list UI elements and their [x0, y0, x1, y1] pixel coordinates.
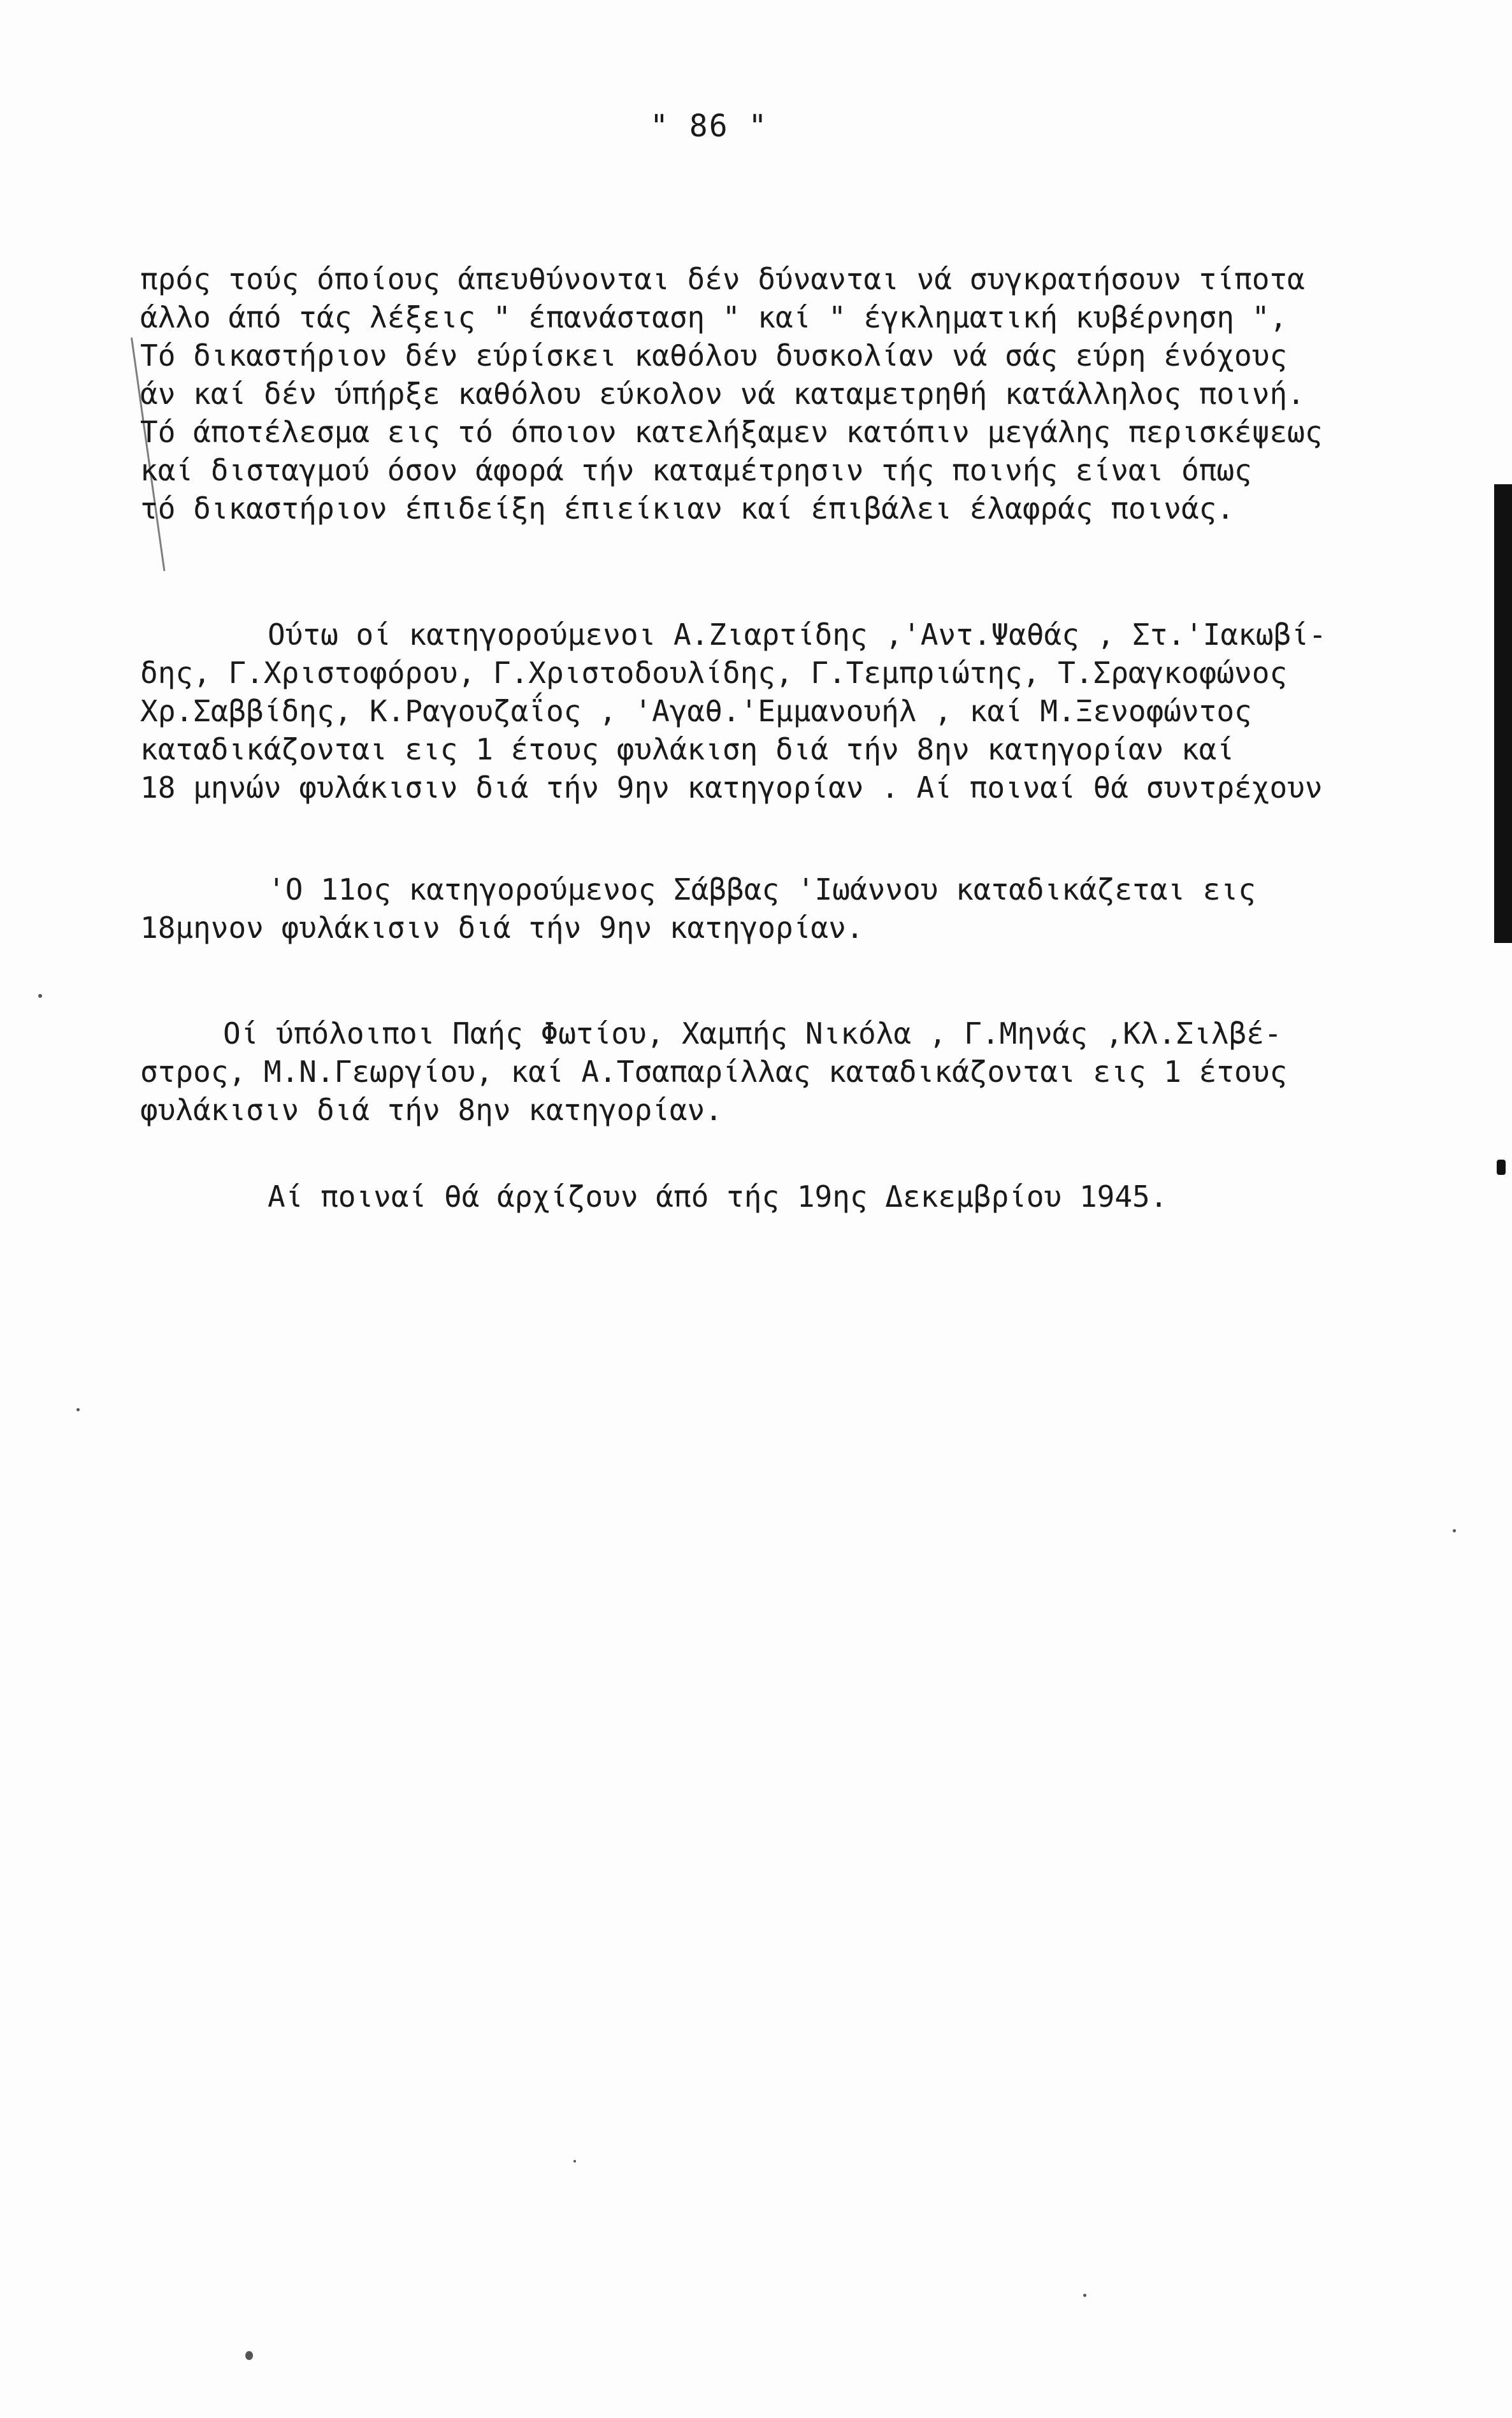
text-line: Τό δικαστήριον δέν εύρίσκει καθόλου δυσκολίαν νά σάς εύρη ένόχους [140, 338, 1288, 373]
text-line: 'Ο 11ος κατηγορούμενος Σάββας 'Ιωάννου καταδικάζεται εις [268, 872, 1256, 907]
scan-speck [38, 994, 42, 998]
text-line: Αί ποιναί θά άρχίζουν άπό τής 19ης Δεκεμβρίου 1945. [268, 1179, 1168, 1214]
scan-speck [573, 2160, 576, 2163]
scan-edge-shadow [1494, 484, 1512, 943]
text-line: τό δικαστήριον έπιδείξη έπιείκιαν καί έπιβάλει έλαφράς ποινάς. [140, 491, 1235, 526]
scan-speck [76, 1408, 80, 1411]
scan-speck [1083, 2294, 1086, 2297]
scan-edge-mark [1497, 1160, 1506, 1175]
text-line: στρος, Μ.Ν.Γεωργίου, καί Α.Τσαπαρίλλας καταδικάζονται εις 1 έτους [140, 1054, 1288, 1089]
text-line: Οί ύπόλοιποι Παής Φωτίου, Χαμπής Νικόλα , Γ.Μηνάς ,Κλ.Σιλβέ- [223, 1016, 1282, 1051]
scan-speck [245, 2351, 253, 2360]
text-line: άν καί δέν ύπήρξε καθόλου εύκολον νά καταμετρηθή κατάλληλος ποινή. [140, 377, 1305, 411]
paragraph-4 [140, 1014, 1465, 1129]
text-line: 18μηνον φυλάκισιν διά τήν 9ην κατηγορίαν. [140, 910, 864, 945]
scan-speck [1453, 1529, 1456, 1532]
text-line: Τό άποτέλεσμα εις τό όποιον κατελήξαμεν κατόπιν μεγάλης περισκέψεως [140, 415, 1323, 449]
text-line: δης, Γ.Χριστοφόρου, Γ.Χριστοδουλίδης, Γ.Τεμπριώτης, Τ.Σραγκοφώνος [140, 656, 1288, 690]
text-line: 18 μηνών φυλάκισιν διά τήν 9ην κατηγορίαν . Αί ποιναί θά συντρέχουν [140, 770, 1323, 805]
paragraph-2 [140, 615, 1465, 807]
text-line: Χρ.Σαββίδης, Κ.Ραγουζαΐος , 'Αγαθ.'Εμμανουήλ , καί Μ.Ξενοφώντος [140, 694, 1252, 728]
text-line: Ούτω οί κατηγορούμενοι Α.Ζιαρτίδης ,'Αντ.Ψαθάς , Στ.'Ιακωβί- [268, 617, 1327, 652]
text-line: φυλάκισιν διά τήν 8ην κατηγορίαν. [140, 1093, 723, 1127]
paragraph-5 [140, 1177, 1465, 1216]
text-line: καταδικάζονται εις 1 έτους φυλάκιση διά τήν 8ην κατηγορίαν καί [140, 732, 1235, 766]
text-line: άλλο άπό τάς λέξεις " έπανάσταση " καί " έγκληματική κυβέρνηση ", [140, 300, 1288, 335]
text-line: καί δισταγμού όσον άφορά τήν καταμέτρησιν τής ποινής είναι όπως [140, 453, 1252, 487]
text-line: πρός τούς όποίους άπευθύνονται δέν δύνανται νά συγκρατήσουν τίποτα [140, 262, 1305, 296]
paragraph-1 [140, 260, 1465, 528]
paragraph-3 [140, 870, 1465, 947]
page-number: " 86 " [650, 108, 768, 144]
